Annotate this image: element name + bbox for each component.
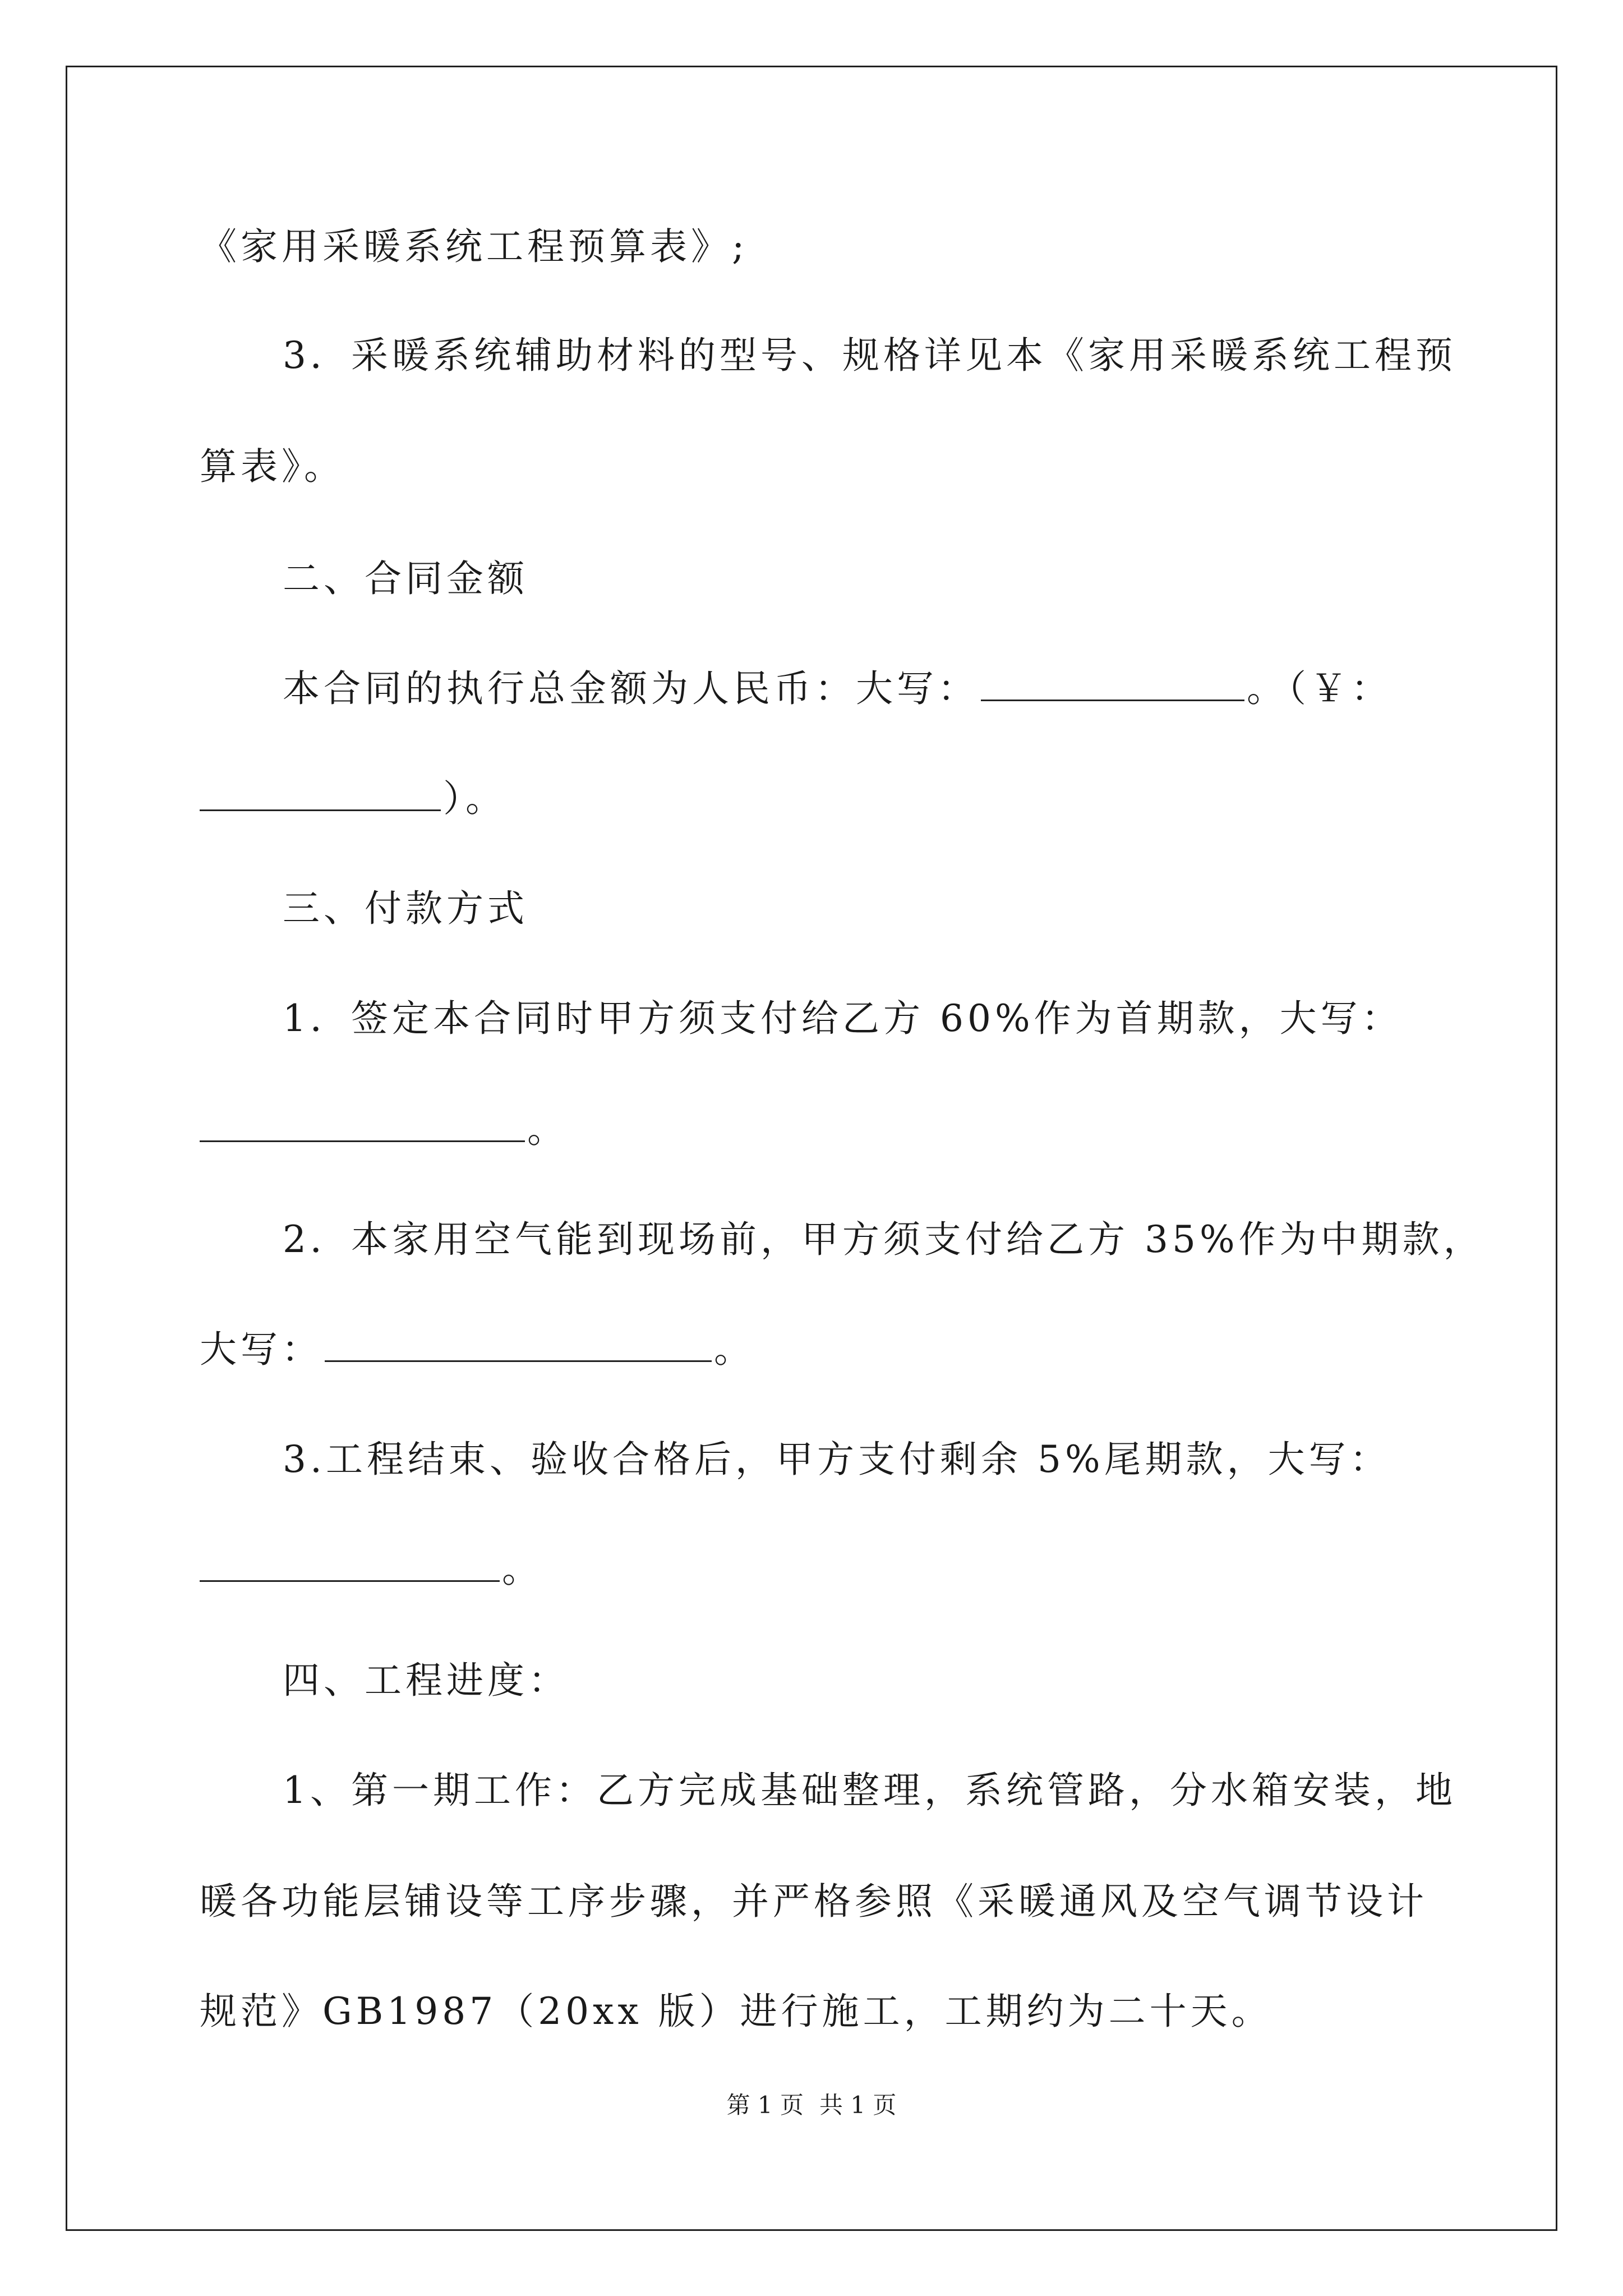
text-line: 算表》。 [200,445,345,488]
text-line: 1．签定本合同时甲方须支付给乙方 60%作为首期款，大写： [283,997,1403,1040]
text-line [283,655,1392,723]
first-payment-blank [200,1106,525,1142]
text-line [200,1536,543,1603]
text-line: 3．采暖系统辅助材料的型号、规格详见本《家用采暖系统工程预 [283,334,1456,377]
section-heading: 四、工程进度： [283,1659,569,1702]
page-number: 第 1 页 [726,2091,804,2119]
mid-payment-close: 。 [714,1328,755,1371]
text-line: 3.工程结束、验收合格后，甲方支付剩余 5%尾期款，大写： [283,1438,1391,1481]
text-line [200,1096,568,1163]
section-heading: 三、付款方式 [283,887,528,930]
amount-rmb-blank [200,775,441,811]
text-line [200,765,506,832]
text-line: 1、第一期工作：乙方完成基础整理，系统管路，分水箱安装，地 [283,1769,1456,1812]
text-line [200,1316,755,1383]
final-payment-blank [200,1545,500,1582]
page-total: 共 1 页 [819,2091,897,2119]
page-footer [0,2087,1623,2120]
section-heading: 二、合同金额 [283,557,528,600]
text-line: 2．本家用空气能到现场前，甲方须支付给乙方 35%作为中期款， [283,1218,1484,1261]
first-payment-close: 。 [527,1108,568,1151]
amount-rmb-label: 。（￥： [1247,667,1392,710]
final-payment-close: 。 [502,1548,543,1591]
text-line: 规范》GB1987（20xx 版）进行施工，工期约为二十天。 [200,1990,1272,2033]
mid-payment-label: 大写： [200,1328,322,1371]
text-line: 暖各功能层铺设等工序步骤，并严格参照《采暖通风及空气调节设计 [200,1880,1428,1923]
text-line: 《家用采暖系统工程预算表》; [200,225,749,268]
mid-payment-blank [325,1326,712,1362]
amount-blank [981,665,1244,701]
amount-label: 本合同的执行总金额为人民币：大写： [283,667,979,710]
amount-close: ）。 [443,777,506,820]
